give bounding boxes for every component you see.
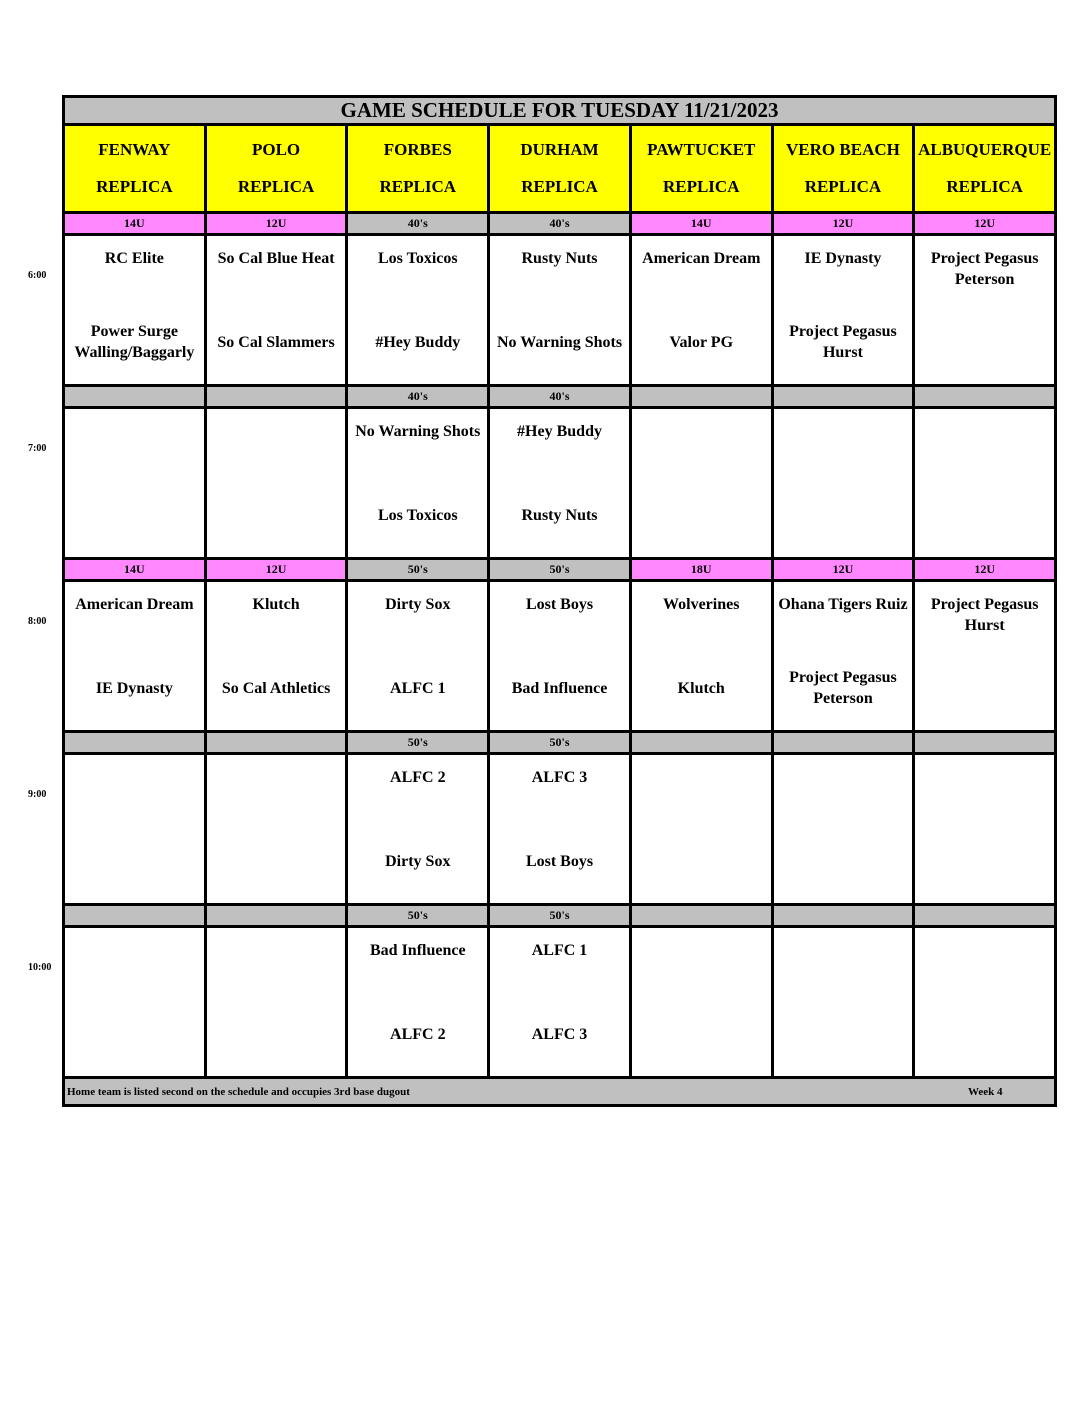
visiting-team: American Dream — [75, 596, 194, 613]
field-subtitle: REPLICA — [521, 176, 598, 196]
field-name: ALBUQUERQUE — [918, 140, 1052, 160]
visiting-team: Ohana Tigers Ruiz — [778, 596, 908, 613]
schedule-table — [62, 95, 1057, 1107]
game-cell — [487, 752, 632, 906]
visiting-team: Rusty Nuts — [521, 250, 598, 267]
game-cell — [912, 752, 1057, 906]
visiting-team: #Hey Buddy — [517, 423, 602, 440]
division-label: 14U — [62, 557, 207, 582]
field-header — [771, 123, 916, 214]
field-name: VERO BEACH — [786, 140, 900, 160]
visiting-team: IE Dynasty — [804, 250, 882, 267]
visiting-team: ALFC 1 — [531, 942, 588, 959]
game-cell — [62, 925, 207, 1079]
game-cell — [62, 579, 207, 733]
time-label: 7:00 — [28, 443, 47, 454]
game-cell — [912, 406, 1057, 560]
field-subtitle: REPLICA — [804, 176, 882, 196]
game-row — [62, 755, 1057, 906]
time-label: 8:00 — [28, 616, 47, 627]
visiting-team: RC Elite — [104, 250, 164, 267]
game-cell — [629, 925, 774, 1079]
division-label: 50's — [345, 557, 490, 582]
game-cell — [487, 233, 632, 387]
home-team: ALFC 1 — [390, 679, 446, 697]
game-cell — [771, 579, 916, 733]
game-cell — [912, 579, 1057, 733]
division-label: 40's — [345, 211, 490, 236]
visiting-team: Los Toxicos — [378, 250, 458, 267]
game-cell — [629, 579, 774, 733]
division-label: 50's — [487, 730, 632, 755]
division-label: 40's — [487, 211, 632, 236]
game-cell — [629, 233, 774, 387]
home-team: Dirty Sox — [385, 852, 451, 870]
game-cell — [62, 233, 207, 387]
home-team: Klutch — [677, 679, 725, 697]
game-cell — [345, 925, 490, 1079]
game-cell — [912, 925, 1057, 1079]
game-cell — [771, 406, 916, 560]
game-row — [62, 928, 1057, 1079]
home-team: So Cal Slammers — [217, 333, 335, 351]
field-name: DURHAM — [520, 140, 599, 160]
visiting-team: American Dream — [642, 250, 761, 267]
field-name: POLO — [251, 140, 301, 160]
division-label: 14U — [629, 211, 774, 236]
field-header — [62, 123, 207, 214]
field-name: FENWAY — [98, 140, 171, 160]
game-cell — [204, 579, 349, 733]
game-cell — [487, 406, 632, 560]
home-team: Bad Influence — [511, 679, 608, 697]
field-subtitle: REPLICA — [379, 176, 457, 196]
division-label: 12U — [912, 211, 1057, 236]
game-cell — [629, 752, 774, 906]
game-row — [62, 236, 1057, 387]
home-team: So Cal Athletics — [221, 679, 331, 697]
field-header — [204, 123, 349, 214]
game-cell — [912, 233, 1057, 387]
home-team: ALFC 3 — [531, 1025, 588, 1043]
field-header-row — [62, 126, 1057, 214]
field-header — [345, 123, 490, 214]
game-cell — [204, 925, 349, 1079]
game-row — [62, 582, 1057, 733]
field-header — [487, 123, 632, 214]
game-cell — [345, 752, 490, 906]
field-subtitle: REPLICA — [96, 176, 173, 196]
field-name: FORBES — [383, 140, 452, 160]
visiting-team: Lost Boys — [525, 596, 594, 613]
home-team: Project Pegasus Peterson — [789, 669, 897, 707]
game-cell — [204, 233, 349, 387]
game-cell — [345, 579, 490, 733]
visiting-team: Bad Influence — [370, 942, 466, 959]
visiting-team: Klutch — [252, 596, 300, 613]
home-team-note: Home team is listed second on the schedule and occupies 3rd base dugout — [67, 1085, 410, 1098]
time-label: 9:00 — [28, 789, 47, 800]
visiting-team: Project Pegasus Peterson — [930, 250, 1039, 288]
home-team: ALFC 2 — [390, 1025, 446, 1043]
game-cell — [345, 233, 490, 387]
visiting-team: Wolverines — [663, 596, 740, 613]
visiting-team: Dirty Sox — [385, 596, 451, 613]
division-label: 50's — [487, 557, 632, 582]
game-cell — [204, 406, 349, 560]
division-label: 12U — [204, 557, 349, 582]
field-header — [629, 123, 774, 214]
week-label: Week 4 — [968, 1085, 1003, 1098]
game-cell — [487, 925, 632, 1079]
game-row — [62, 409, 1057, 560]
game-cell — [771, 925, 916, 1079]
division-label: 18U — [629, 557, 774, 582]
home-team: IE Dynasty — [95, 679, 173, 697]
game-cell — [204, 752, 349, 906]
field-name: PAWTUCKET — [647, 140, 756, 160]
schedule-title: GAME SCHEDULE FOR TUESDAY 11/21/2023 — [62, 95, 1057, 126]
home-team: Rusty Nuts — [521, 506, 598, 524]
home-team: No Warning Shots — [496, 333, 623, 351]
time-label: 10:00 — [28, 962, 52, 973]
division-label: 50's — [345, 903, 490, 928]
field-header — [912, 123, 1057, 214]
game-cell — [771, 233, 916, 387]
division-label: 50's — [487, 903, 632, 928]
home-team: Power Surge Walling/Baggarly — [74, 323, 195, 361]
home-team: #Hey Buddy — [375, 333, 461, 351]
home-team: Valor PG — [669, 333, 734, 351]
division-label: 50's — [345, 730, 490, 755]
visiting-team: No Warning Shots — [355, 423, 481, 440]
division-label: 12U — [771, 557, 916, 582]
division-label: 14U — [62, 211, 207, 236]
division-label: 40's — [487, 384, 632, 409]
division-label: 12U — [771, 211, 916, 236]
division-label: 40's — [345, 384, 490, 409]
field-subtitle: REPLICA — [237, 176, 315, 196]
field-subtitle: REPLICA — [662, 176, 740, 196]
game-cell — [62, 752, 207, 906]
visiting-team: ALFC 3 — [531, 769, 588, 786]
schedule-footer — [62, 1076, 1057, 1107]
visiting-team: Project Pegasus Hurst — [930, 596, 1039, 634]
home-team: Los Toxicos — [378, 506, 458, 524]
home-team: Lost Boys — [525, 852, 594, 870]
game-cell — [62, 406, 207, 560]
visiting-team: So Cal Blue Heat — [217, 250, 335, 267]
home-team: Project Pegasus Hurst — [789, 323, 897, 361]
division-label: 12U — [912, 557, 1057, 582]
game-cell — [345, 406, 490, 560]
time-label: 6:00 — [28, 270, 47, 281]
field-subtitle: REPLICA — [946, 176, 1023, 196]
division-label: 12U — [204, 211, 349, 236]
time-slots — [62, 214, 1057, 1079]
game-cell — [629, 406, 774, 560]
visiting-team: ALFC 2 — [390, 769, 446, 786]
game-cell — [487, 579, 632, 733]
game-cell — [771, 752, 916, 906]
